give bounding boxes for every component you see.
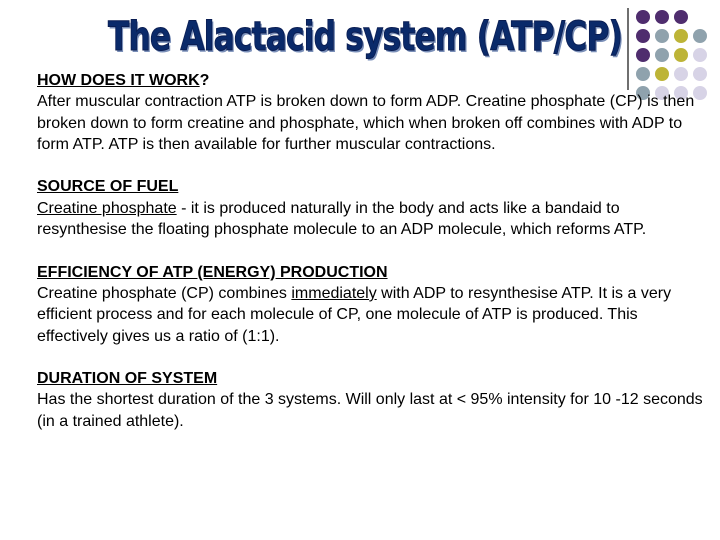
decorative-dot — [693, 10, 707, 24]
section-body: Has the shortest duration of the 3 systems. Will only last at < 95% intensity for 10 -12 seconds (in a trained athlete). — [37, 391, 703, 430]
decorative-dot — [693, 29, 707, 43]
decorative-dot — [655, 48, 669, 62]
section-duration — [37, 368, 709, 432]
heading-source-of-fuel: SOURCE OF FUEL — [37, 178, 179, 196]
heading-duration: DURATION OF SYSTEM — [37, 370, 218, 388]
decorative-dot — [636, 29, 650, 43]
body-text: Creatine phosphate (CP) combines — [37, 284, 292, 302]
slide-title: The Alactacid system (ATP/CP) — [107, 14, 623, 60]
heading-how-it-works: HOW DOES IT WORK — [37, 72, 200, 89]
decorative-dot — [636, 10, 650, 24]
heading-suffix: ? — [199, 72, 210, 89]
decorative-dot — [674, 29, 688, 43]
slide-content — [37, 70, 709, 453]
heading-efficiency: EFFICIENCY OF ATP (ENERGY) PRODUCTION — [37, 263, 388, 281]
decorative-dot — [636, 48, 650, 62]
section-source-of-fuel — [37, 176, 709, 240]
section-efficiency — [37, 262, 709, 347]
decorative-dot — [655, 29, 669, 43]
section-how-it-works — [37, 70, 709, 155]
decorative-dot — [693, 48, 707, 62]
emphasis-immediately: immediately — [291, 284, 377, 302]
section-body — [37, 198, 709, 241]
section-body — [37, 283, 709, 347]
body-text: with ADP to resynthesise ATP. It is a very efficient process and for each molecule of CP, one molecule of ATP is produced. This effectively gives us a ratio of (1:1). — [37, 284, 672, 345]
decorative-dot — [674, 48, 688, 62]
section-body: After muscular contraction ATP is broken down to form ADP. Creatine phosphate (CP) is then broken down to form creatine and phosphate, which when broken off combines with ADP to form ATP. ATP is then available for further muscular contractions. — [37, 93, 695, 153]
body-text: - it is produced naturally in the body and acts like a bandaid to resynthesise the floating phosphate molecule to an ADP molecule, which reforms ATP. — [37, 199, 647, 239]
decorative-dot — [674, 10, 688, 24]
term-creatine-phosphate: Creatine phosphate — [37, 199, 177, 217]
decorative-dot — [655, 10, 669, 24]
section-heading — [37, 70, 709, 91]
